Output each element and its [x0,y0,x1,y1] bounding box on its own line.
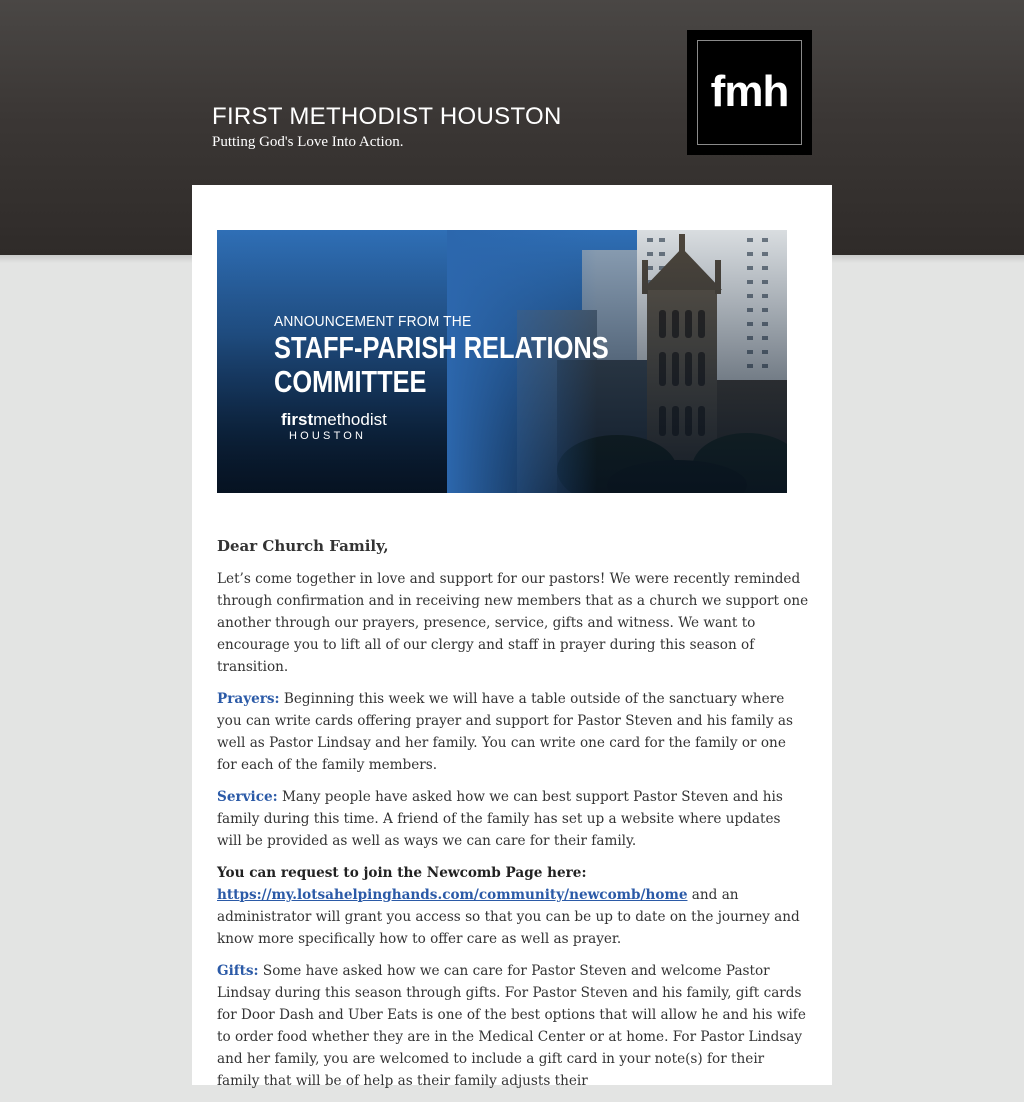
logo-frame [697,40,802,145]
email-body [217,535,809,1102]
gifts-paragraph [217,960,809,1092]
service-label: Service: [217,789,278,805]
intro-paragraph: Let’s come together in love and support for our pastors! We were recently reminded through confirmation and in receiving new members that as a church we support one another through our prayers, presence, service, gifts and witness. We want to encourage you to lift all of our clergy and staff in prayer during this season of transition. [217,571,809,675]
banner-logo-methodist: methodist [313,410,387,429]
prayers-text: Beginning this week we will have a table outside of the sanctuary where you can write cards offering prayer and support for Pastor Steven and his family as well as Pastor Lindsay and her family. You can write one card for the family or one for each of the family members. [217,691,793,773]
request-heading: You can request to join the Newcomb Page here: [217,865,587,881]
announcement-banner-image [217,230,787,493]
gifts-label: Gifts: [217,963,259,979]
request-paragraph [217,862,809,950]
gifts-text: Some have asked how we can care for Pastor Steven and welcome Pastor Lindsay during this season through gifts. For Pastor Steven and his family, gift cards for Door Dash and Uber Eats is one of the best options that will allow he and his wife to order food whether they are in the Medical Center or at home. For Pastor Lindsay and her family, you are welcomed to include a gift card in your note(s) for their family that will be of help as their family adjusts their [217,963,806,1089]
service-paragraph [217,786,809,852]
banner-logo-first: first [281,410,314,429]
newcomb-page-link[interactable]: https://my.lotsahelpinghands.com/community/newcomb/home [217,887,688,903]
banner-logo-wordmark [281,410,387,430]
prayers-label: Prayers: [217,691,280,707]
banner-headline-line1: STAFF-PARISH RELATIONS [274,330,609,365]
logo-text: fmh [710,67,789,116]
banner-headline-line2: COMMITTEE [274,364,427,399]
banner-kicker: ANNOUNCEMENT FROM THE [274,313,472,330]
greeting: Dear Church Family, [217,537,389,555]
site-tagline: Putting God's Love Into Action. [212,134,404,150]
banner-headline [274,331,609,399]
fmh-logo[interactable] [687,30,812,155]
email-card [192,185,832,1089]
banner-logo-city: HOUSTON [289,430,367,442]
prayers-paragraph [217,688,809,776]
service-text: Many people have asked how we can best support Pastor Steven and his family during this time. A friend of the family has set up a website where updates will be provided as well as ways we can care for their family. [217,789,783,849]
request-text: and an administrator will grant you access so that you can be up to date on the journey and know more specifically how to offer care as well as prayer. [217,887,800,947]
site-title[interactable]: FIRST METHODIST HOUSTON [212,103,562,130]
